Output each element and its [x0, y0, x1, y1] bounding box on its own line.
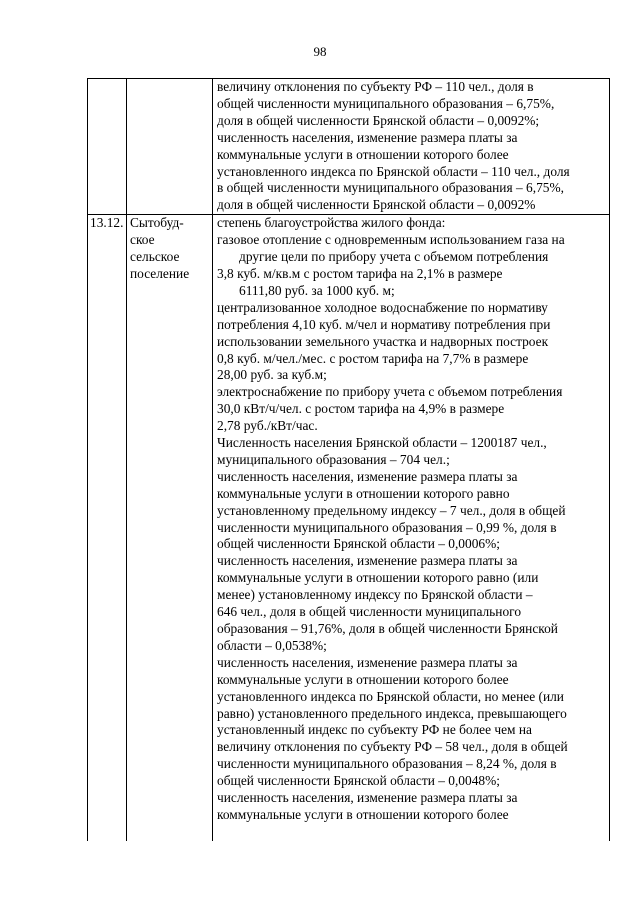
municipality-name-line: ское: [130, 232, 155, 248]
text-line: использовании земельного участка и надворных построек: [217, 333, 549, 349]
text-line: численность населения, изменение размера платы за: [217, 468, 518, 484]
municipality-name-line: сельское: [130, 249, 180, 265]
text-line: установленный индекс по субъекту РФ не более чем на: [217, 722, 532, 738]
text-line: равно) установленного предельного индекса, превышающего: [217, 705, 567, 721]
text-line: численности муниципального образования – 0,99 %, доля в: [217, 519, 557, 535]
text-line: общей численности муниципального образования – 6,75%,: [217, 95, 555, 111]
text-line: 646 чел., доля в общей численности муниципального: [217, 604, 522, 620]
text-line: величину отклонения по субъекту РФ – 110 чел., доля в: [217, 79, 534, 94]
municipality-name-cell: [127, 79, 213, 215]
text-line: потребления 4,10 куб. м/чел и нормативу потребления при: [217, 316, 551, 332]
table-row: [88, 215, 610, 842]
text-line: степень благоустройства жилого фонда:: [217, 215, 446, 231]
description-cell: [213, 79, 610, 215]
municipality-name-cell: [127, 215, 213, 842]
text-line: коммунальные услуги в отношении которого равно (или: [217, 570, 539, 586]
text-line: численность населения, изменение размера платы за: [217, 129, 518, 145]
text-line: численность населения, изменение размера платы за: [217, 790, 518, 806]
text-line: области – 0,0538%;: [217, 637, 327, 653]
text-line: общей численности Брянской области – 0,0006%;: [217, 536, 500, 552]
text-line: менее) установленному индексу по Брянской области –: [217, 587, 533, 603]
municipality-name-line: поселение: [130, 265, 190, 281]
text-line: установленного индекса по Брянской области, но менее (или: [217, 688, 564, 704]
text-line: образования – 91,76%, доля в общей численности Брянской: [217, 621, 558, 636]
text-line: общей численности Брянской области – 0,0048%;: [217, 773, 500, 789]
text-line: газовое отопление с одновременным использованием газа на: [217, 232, 565, 248]
text-line: доля в общей численности Брянской области – 0,0092%;: [217, 112, 540, 128]
text-line: 6111,80 руб. за 1000 куб. м;: [239, 282, 395, 298]
text-line: другие цели по прибору учета с объемом потребления: [239, 249, 549, 265]
description-cell: [213, 215, 610, 842]
text-line: централизованное холодное водоснабжение по нормативу: [217, 299, 548, 315]
municipality-name-line: Сытобуд-: [130, 215, 184, 231]
text-line: доля в общей численности Брянской области – 0,0092%: [217, 197, 536, 213]
text-line: в общей численности муниципального образования – 6,75%,: [217, 180, 564, 196]
table-row: [88, 79, 610, 215]
text-line: 0,8 куб. м/чел./мес. с ростом тарифа на 7,7% в размере: [217, 350, 529, 366]
text-line: 2,78 руб./кВт/час.: [217, 418, 318, 434]
text-line: 30,0 кВт/ч/чел. с ростом тарифа на 4,9% в размере: [217, 401, 505, 417]
text-line: 3,8 куб. м/кв.м с ростом тарифа на 2,1% в размере: [217, 265, 503, 281]
tariff-table: [87, 78, 610, 841]
text-line: установленного индекса по Брянской области – 110 чел., доля: [217, 163, 570, 179]
text-line: установленному предельному индексу – 7 чел., доля в общей: [217, 502, 566, 518]
text-line: коммунальные услуги в отношении которого более: [217, 671, 509, 687]
text-line: 28,00 руб. за куб.м;: [217, 367, 327, 383]
text-line: коммунальные услуги в отношении которого более: [217, 806, 509, 822]
text-line: Численность населения Брянской области – 1200187 чел.,: [217, 435, 547, 451]
text-line: численность населения, изменение размера платы за: [217, 654, 518, 670]
text-line: величину отклонения по субъекту РФ – 58 чел., доля в общей: [217, 739, 568, 755]
row-number-cell: 13.12.: [88, 215, 127, 842]
text-line: численности муниципального образования – 8,24 %, доля в: [217, 756, 557, 772]
text-line: муниципального образования – 704 чел.;: [217, 451, 450, 467]
text-line: электроснабжение по прибору учета с объемом потребления: [217, 384, 563, 400]
text-line: коммунальные услуги в отношении которого равно: [217, 485, 510, 501]
page-number: 98: [313, 44, 327, 59]
row-number-cell: [88, 79, 127, 215]
text-line: численность населения, изменение размера платы за: [217, 553, 518, 569]
text-line: коммунальные услуги в отношении которого более: [217, 146, 509, 162]
